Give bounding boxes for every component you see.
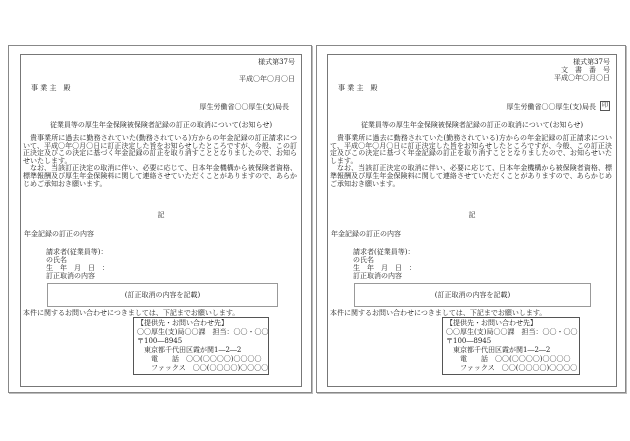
cancel-content-box: [47, 283, 278, 307]
addressee: 事 業 主 殿: [338, 84, 378, 92]
cancel-content-placeholder: (訂正取消の内容を記載): [434, 291, 511, 299]
date: 平成〇年〇月〇日: [554, 74, 610, 82]
contact-line: 東京都千代田区霞が関1―2―2: [446, 346, 551, 354]
date: 平成〇年〇月〇日: [239, 75, 295, 83]
contact-line: ファックス 〇〇(〇〇〇〇)〇〇〇〇: [137, 364, 269, 372]
contact-line: 東京都千代田区霞が関1―2―2: [137, 346, 242, 354]
document-number: 文 書 番 号: [561, 66, 610, 74]
form-page-right: [316, 45, 626, 393]
form-number: 様式第37号: [573, 58, 610, 66]
cancel-content-label: 訂正取消の内容: [353, 272, 402, 280]
document-title: 従業員等の厚生年金保険被保険者記録の訂正の取消について(お知らせ): [49, 121, 273, 129]
contact-line: ファックス 〇〇(〇〇〇〇)〇〇〇〇: [446, 364, 578, 372]
birthdate-label: 生 年 月 日 ：: [46, 264, 109, 272]
body-text: [23, 135, 297, 188]
cancel-content-label: 訂正取消の内容: [46, 272, 95, 280]
birthdate-label: 生 年 月 日 ：: [353, 264, 416, 272]
sender: 厚生労働省〇〇厚生(支)局長: [199, 103, 289, 111]
seal-icon: 印: [601, 102, 608, 109]
inquiry-text: 本件に関するお問い合わせにつきましては、下記までお願いします。: [330, 309, 547, 317]
inquiry-text: 本件に関するお問い合わせにつきましては、下記までお願いします。: [23, 309, 240, 317]
contact-line: 〇〇厚生(支)局〇〇課 担当：〇〇・〇〇: [137, 328, 269, 336]
name-label: の氏名: [353, 256, 374, 264]
contact-line: 電 話 〇〇(〇〇〇〇)〇〇〇〇: [446, 355, 571, 363]
contact-line: 〒100―8945: [137, 337, 183, 345]
ki-heading: 記: [468, 211, 476, 219]
contact-line: 〇〇厚生(支)局〇〇課 担当：〇〇・〇〇: [446, 328, 578, 336]
form-number: 様式第37号: [258, 58, 295, 66]
contact-line: 〒100―8945: [446, 337, 492, 345]
paragraph-2: なお、当該訂正決定の取消に伴い、必要に応じて、日本年金機構から被保険者資格、標準報酬及び厚生年金保険料に関して連絡させていただくことがありますので、あらかじめご承知おき願います。: [330, 164, 612, 188]
cancel-content-placeholder: (訂正取消の内容を記載): [124, 291, 201, 299]
form-frame: [327, 54, 617, 387]
claimant-label: 請求者(従業員等)：: [353, 248, 415, 256]
section-heading: 年金記録の訂正の内容: [331, 230, 401, 238]
document-title: 従業員等の厚生年金保険被保険者記録の訂正の取消について(お知らせ): [360, 121, 584, 129]
contact-box: [442, 317, 580, 375]
paragraph-1: 貴事業所に過去に勤務されていた(勤務されている)方からの年金記録の訂正請求について、平成〇年〇月〇日に訂正決定した旨をお知らせしたところですが、今般、この訂正決定及びこの決定に基づく年金記録の訂正を取り消すこととなりましたので、お知らせいたします。: [330, 134, 612, 165]
form-page-left: [8, 45, 312, 393]
cancel-content-box: [354, 283, 591, 307]
name-label: の氏名: [46, 256, 67, 264]
section-heading: 年金記録の訂正の内容: [24, 230, 94, 238]
claimant-label: 請求者(従業員等)：: [46, 248, 108, 256]
body-text: [330, 135, 612, 188]
contact-box: [133, 317, 269, 375]
contact-line: 電 話 〇〇(〇〇〇〇)〇〇〇〇: [137, 355, 262, 363]
ki-heading: 記: [157, 211, 165, 219]
addressee: 事 業 主 殿: [31, 84, 71, 92]
form-frame: [20, 54, 302, 387]
contact-line: 【提供先・お問い合わせ先】: [446, 319, 537, 327]
sender: 厚生労働省〇〇厚生(支)局長: [506, 103, 596, 111]
paragraph-1: 貴事業所に過去に勤務されていた(勤務されている)方からの年金記録の訂正請求について、平成〇年〇月〇日に訂正決定した旨をお知らせしたところですが、今般、この訂正決定及びこの決定に基づく年金記録の訂正を取り消すこととなりましたので、お知らせいたします。: [23, 134, 297, 165]
paragraph-2: なお、当該訂正決定の取消に伴い、必要に応じて、日本年金機構から被保険者資格、標準報酬及び厚生年金保険料に関して連絡させていただくことがありますので、あらかじめご承知おき願います。: [23, 164, 297, 188]
contact-line: 【提供先・お問い合わせ先】: [137, 319, 228, 327]
